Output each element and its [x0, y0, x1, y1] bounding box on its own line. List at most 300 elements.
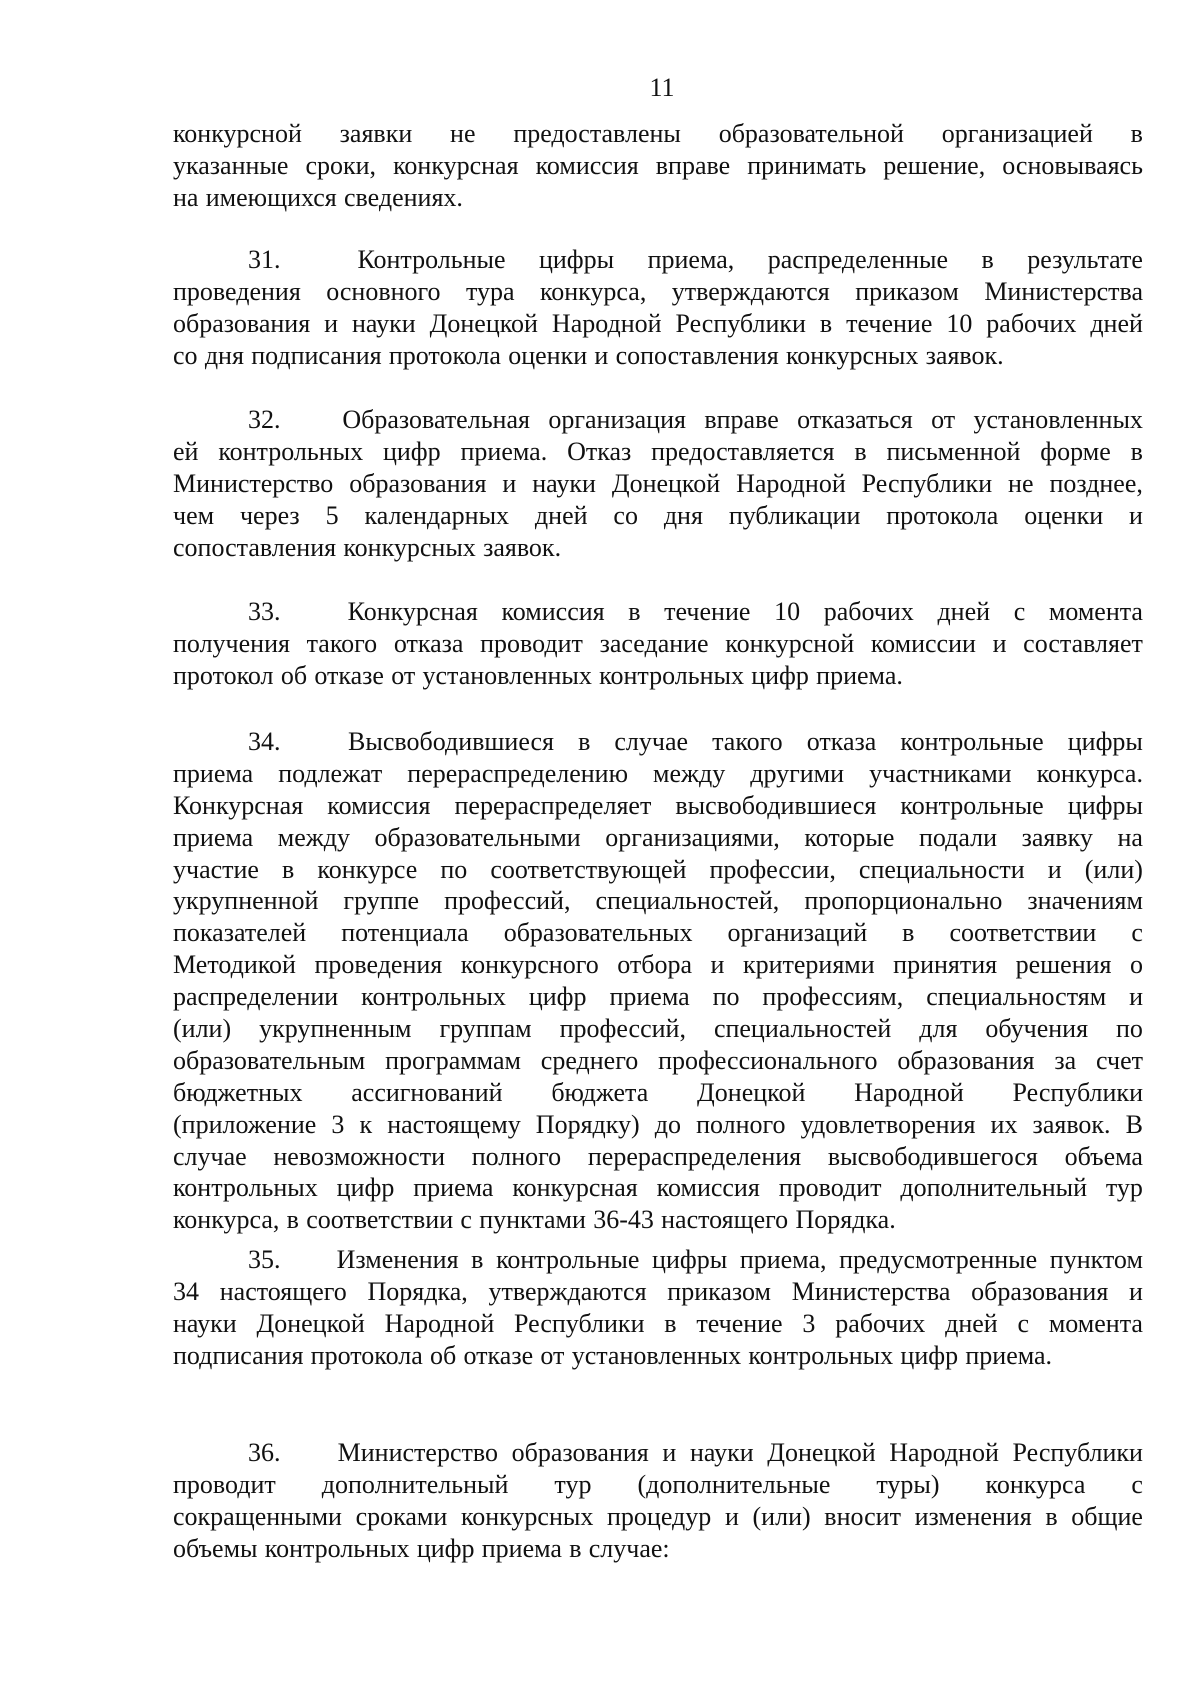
word: сроками [355, 1501, 448, 1531]
text-line [173, 758, 1143, 790]
text-line [173, 917, 1143, 949]
word: оценки [508, 340, 588, 370]
word: образовательной [718, 119, 904, 148]
word: основного [326, 276, 441, 306]
word: с [1017, 1308, 1030, 1338]
word: потенциала [341, 918, 469, 948]
text-line [173, 340, 1143, 372]
word: 3 [802, 1308, 816, 1338]
word: конкурсе [317, 854, 418, 884]
word: пропорционально [804, 886, 1003, 916]
word: письменной [886, 436, 1021, 466]
paragraph-34 [173, 726, 1143, 1236]
word: решения [1015, 950, 1112, 980]
word: конкурса [985, 1469, 1086, 1499]
word: такого [306, 628, 378, 658]
word: в [286, 1205, 299, 1235]
paragraph-number: 36. [248, 1438, 281, 1467]
word: Образовательная [342, 405, 530, 434]
word: Республики [861, 468, 993, 498]
word: науки [689, 1438, 754, 1467]
word: в [628, 597, 641, 626]
word: 10 [946, 308, 973, 338]
word: сопоставления [173, 532, 337, 562]
word: распределенные [767, 245, 949, 274]
word: В [1125, 1109, 1143, 1139]
word: протокола [886, 500, 999, 530]
word: момента [1048, 1308, 1143, 1338]
word: протокол [173, 660, 274, 690]
paragraph-36 [173, 1437, 1143, 1565]
word: сроки, [305, 150, 377, 180]
word: другими [750, 758, 845, 788]
word: по [440, 854, 468, 884]
word: такого [712, 727, 783, 756]
word: перераспределению [407, 758, 629, 788]
word: контрольных [748, 1340, 894, 1370]
word: (дополнительные [637, 1469, 831, 1499]
word: науки [532, 468, 596, 498]
word: и [502, 468, 517, 498]
text-line [173, 1013, 1143, 1045]
word: счет [1095, 1045, 1143, 1075]
word: науки [351, 308, 416, 338]
word: конкурсных [460, 1501, 594, 1531]
word: соответствующей [490, 854, 687, 884]
word: в [664, 1308, 677, 1338]
word: приказом [667, 1276, 771, 1306]
word: тура [465, 276, 515, 306]
word: заявки [339, 119, 413, 148]
word: предоставлены [513, 119, 681, 148]
word: туры) [876, 1469, 940, 1499]
word: результате [1027, 245, 1143, 274]
word: в [1130, 119, 1143, 148]
text-line [173, 628, 1143, 660]
word: приема. [816, 660, 903, 690]
word: перераспределяет [454, 790, 652, 820]
text-line [173, 532, 1143, 564]
word: указанные [173, 150, 289, 180]
word: отказе [463, 1340, 534, 1370]
word: дней [937, 597, 991, 626]
word: через [239, 500, 300, 530]
word: высвободившиеся [675, 790, 877, 820]
word: за [1054, 1045, 1077, 1075]
word: отказа [393, 628, 464, 658]
word: получения [173, 628, 290, 658]
word: момента [1048, 597, 1143, 626]
text-line [173, 1308, 1143, 1340]
paragraph-number: 31. [248, 245, 281, 274]
paragraph-31 [173, 244, 1143, 372]
word: Народной [736, 468, 846, 498]
word: Народной [384, 1308, 495, 1338]
word: 36-43 [593, 1205, 654, 1235]
word: критериями [742, 950, 875, 980]
word: и [324, 308, 339, 338]
word: дней [945, 1308, 998, 1338]
word: со [613, 500, 638, 530]
word: приема. [460, 436, 548, 466]
word: случае [173, 1141, 247, 1171]
text-line [173, 182, 1143, 214]
word: об [430, 1340, 457, 1370]
word: (или) [752, 1501, 811, 1531]
text-line [173, 118, 1143, 150]
word: Донецкой [256, 1308, 365, 1338]
word: сопоставления [615, 340, 779, 370]
word: полного [696, 1109, 786, 1139]
word: Народной [854, 1077, 964, 1107]
word: установленных [422, 660, 592, 690]
word: в [981, 245, 994, 274]
word: группе [343, 886, 420, 916]
word: укрупненной [173, 886, 319, 916]
word: пунктами [479, 1205, 586, 1235]
word: решение, [883, 150, 986, 180]
word: позднее, [1049, 468, 1143, 498]
word: 34 [173, 1276, 199, 1306]
word: приема [173, 822, 254, 852]
text-line [173, 1501, 1143, 1533]
word: в [854, 436, 867, 466]
word: организациями, [605, 822, 780, 852]
text-line [173, 1045, 1143, 1077]
word: контрольные [900, 727, 1044, 756]
word: группам [439, 1014, 532, 1044]
word: в [282, 854, 295, 884]
word: публикации [728, 500, 861, 530]
word: течение [696, 1308, 783, 1338]
word: от [391, 660, 416, 690]
word: приема [413, 1173, 494, 1203]
word: проводит [480, 628, 583, 658]
text-line [173, 596, 1143, 628]
word: значениям [1027, 886, 1143, 916]
word: проведения [173, 276, 301, 306]
word: рабочих [823, 597, 914, 626]
word: объема [1064, 1141, 1143, 1171]
word: заявку [1021, 822, 1093, 852]
word: образования [971, 1276, 1109, 1306]
word: Порядка. [795, 1205, 896, 1235]
word: проводит [778, 1173, 882, 1203]
word: Методикой [173, 950, 296, 980]
word: приема [609, 982, 690, 1012]
word: соответствии [306, 1205, 454, 1235]
word: Донецкой [611, 468, 721, 498]
word: и [992, 628, 1007, 658]
word: распределении [173, 982, 339, 1012]
word: профессионального [658, 1045, 878, 1075]
word: в [1130, 436, 1143, 466]
word: пунктом [1049, 1245, 1143, 1274]
word: случае: [588, 1533, 670, 1563]
word: цифры [652, 1245, 728, 1274]
word: контрольных [264, 1533, 410, 1563]
word: специальности [858, 854, 1025, 884]
text-line [173, 1244, 1143, 1276]
word: на [1117, 822, 1143, 852]
word: образования [511, 1438, 649, 1467]
word: ассигнований [351, 1077, 503, 1107]
word: рабочих [835, 1308, 926, 1338]
text-line [173, 468, 1143, 500]
word: Порядка, [367, 1276, 468, 1306]
word: ей [173, 436, 199, 466]
word: календарных [364, 500, 510, 530]
word: 10 [774, 597, 801, 626]
word: среднего [540, 1045, 639, 1075]
paragraph-number: 33. [248, 597, 281, 626]
word: и [662, 1438, 677, 1467]
word: дня [663, 500, 703, 530]
word: конкурсных [785, 340, 919, 370]
word: заявок. [483, 532, 562, 562]
word: образования [349, 468, 487, 498]
word: течение [664, 597, 751, 626]
word: укрупненным [259, 1014, 412, 1044]
text-line [173, 790, 1143, 822]
word: приема, [739, 1245, 827, 1274]
paragraph-number: 34. [248, 727, 281, 756]
word: не [450, 119, 476, 148]
word: цифры [538, 245, 615, 274]
word: соответствии [949, 918, 1097, 948]
word: изменения [914, 1501, 1032, 1531]
word: конкурсного [460, 950, 599, 980]
word: отказе [314, 660, 384, 690]
word: оценки [1024, 500, 1104, 530]
word: чем [173, 500, 215, 530]
word: в [471, 1245, 484, 1274]
word: предоставляется [651, 436, 835, 466]
word: высвободившегося [827, 1141, 1038, 1171]
word: невозможности [273, 1141, 445, 1171]
word: и [1129, 500, 1143, 530]
word: конкурса. [1036, 758, 1143, 788]
word: имеющихся [205, 182, 337, 212]
word: с [460, 1205, 472, 1235]
page-number: 11 [649, 73, 675, 102]
word: цифр [416, 1533, 475, 1563]
word: об [280, 660, 308, 690]
word: Народной [889, 1438, 999, 1467]
word: вправе [704, 405, 779, 434]
word: цифр [900, 1340, 959, 1370]
word: и [724, 1501, 739, 1531]
paragraph-35 [173, 1244, 1143, 1372]
word: установленных [973, 405, 1143, 434]
word: удовлетворения [800, 1109, 976, 1139]
word: комиссия [501, 597, 605, 626]
word: Народной [551, 308, 662, 338]
word: образовательных [503, 918, 693, 948]
word: сведениях. [344, 182, 463, 212]
word: Министерство [173, 468, 334, 498]
word: рабочих [986, 308, 1077, 338]
paragraph-number: 32. [248, 405, 281, 434]
word: проводит [173, 1469, 276, 1499]
word: и [1129, 1276, 1143, 1306]
word: на [173, 182, 199, 212]
word: конкурсных [343, 532, 476, 562]
word: образования [173, 308, 311, 338]
word: и [1129, 982, 1143, 1012]
word: участие [173, 854, 259, 884]
word: Контрольные [357, 245, 506, 274]
word: перераспределения [587, 1141, 802, 1171]
word: цифр [751, 660, 809, 690]
word: конкурсной [173, 119, 302, 148]
word: общие [1071, 1501, 1143, 1531]
paragraph-continuation [173, 118, 1143, 214]
word: обучения [985, 1014, 1089, 1044]
text-line [173, 150, 1143, 182]
word: с [1131, 1469, 1143, 1499]
word: профессии, [709, 854, 836, 884]
word: проведения [314, 950, 443, 980]
word: в [902, 918, 915, 948]
word: (приложение [173, 1109, 317, 1139]
word: профессий, [444, 886, 571, 916]
text-line [173, 436, 1143, 468]
word: к [359, 1109, 373, 1139]
word: о [1129, 950, 1143, 980]
word: цифры [1067, 790, 1143, 820]
word: дополнительный [900, 1173, 1088, 1203]
word: Высвободившиеся [348, 727, 555, 756]
word: образования [897, 1045, 1035, 1075]
word: в [819, 308, 833, 338]
word: форме [1040, 436, 1111, 466]
word: утверждаются [671, 276, 830, 306]
word: конкурсная [393, 150, 519, 180]
word: Республики [1012, 1438, 1143, 1467]
text-line [173, 1533, 1143, 1565]
word: Республики [1012, 1077, 1143, 1107]
word: заседание [599, 628, 709, 658]
word: установленных [571, 1340, 742, 1370]
word: образовательным [173, 1045, 366, 1075]
word: цифр [336, 1173, 395, 1203]
word: отказа [806, 727, 877, 756]
word: принятия [893, 950, 998, 980]
text-line [173, 1077, 1143, 1109]
word: конкурса, [173, 1205, 280, 1235]
text-line [173, 981, 1143, 1013]
word: случае [614, 727, 689, 756]
word: которые [804, 822, 895, 852]
word: контрольные [496, 1245, 640, 1274]
word: в [569, 1533, 582, 1563]
word: Конкурсная [173, 790, 304, 820]
text-line [173, 1204, 1143, 1236]
text-line [173, 244, 1143, 276]
word: подлежат [278, 758, 383, 788]
word: с [1013, 597, 1026, 626]
word: (или) [173, 1014, 232, 1044]
word: по [1116, 1014, 1143, 1044]
word: до [654, 1109, 681, 1139]
text-line [173, 854, 1143, 886]
word: с [1131, 918, 1143, 948]
word: дополнительный [321, 1469, 509, 1499]
word: между [277, 822, 350, 852]
word: контрольных [173, 1173, 318, 1203]
word: цифры [1067, 727, 1143, 756]
word: комиссия [327, 790, 431, 820]
word: предусмотренные [839, 1245, 1038, 1274]
word: от [931, 405, 956, 434]
word: отказаться [797, 405, 913, 434]
word: цифр [382, 436, 441, 466]
text-line [173, 726, 1143, 758]
word: от [540, 1340, 565, 1370]
word: контрольных [218, 436, 364, 466]
word: и [594, 340, 609, 370]
word: контрольных [599, 660, 744, 690]
text-line [173, 404, 1143, 436]
word: показателей [173, 918, 307, 948]
word: сокращенными [173, 1501, 342, 1531]
word: 3 [331, 1109, 345, 1139]
word: объемы [173, 1533, 258, 1563]
word: течение [846, 308, 933, 338]
word: составляет [1023, 628, 1143, 658]
word: дня [204, 340, 244, 370]
word: цифр [528, 982, 587, 1012]
word: Республики [514, 1308, 645, 1338]
paragraph-32 [173, 404, 1143, 563]
word: протокола [310, 1340, 423, 1370]
word: настоящего [661, 1205, 789, 1235]
word: подписания [251, 340, 382, 370]
word: профессий, [559, 1014, 686, 1044]
word: принимать [747, 150, 867, 180]
word: Порядку) [535, 1109, 640, 1139]
word: специальностей, [595, 886, 780, 916]
word: Министерства [791, 1276, 951, 1306]
word: приема. [965, 1340, 1053, 1370]
word: настоящему [387, 1109, 521, 1139]
word: дней [534, 500, 588, 530]
word: и [1047, 854, 1062, 884]
word: дней [1090, 308, 1143, 338]
word: основываясь [1002, 150, 1143, 180]
word: между [653, 758, 726, 788]
word: Отказ [567, 436, 632, 466]
word: 5 [325, 500, 339, 530]
word: тур [1105, 1173, 1143, 1203]
word: организаций [727, 918, 868, 948]
word: бюджетных [173, 1077, 303, 1107]
word: Донецкой [697, 1077, 806, 1107]
text-line [173, 1340, 1143, 1372]
text-line [173, 1437, 1143, 1469]
word: Республики [675, 308, 806, 338]
word: заявок. [1032, 1109, 1111, 1139]
word: комиссия [535, 150, 639, 180]
text-line [173, 308, 1143, 340]
text-line [173, 949, 1143, 981]
word: вправе [655, 150, 731, 180]
word: профессиям, [762, 982, 904, 1012]
word: участниками [869, 758, 1012, 788]
word: Донецкой [429, 308, 538, 338]
text-line [173, 500, 1143, 532]
